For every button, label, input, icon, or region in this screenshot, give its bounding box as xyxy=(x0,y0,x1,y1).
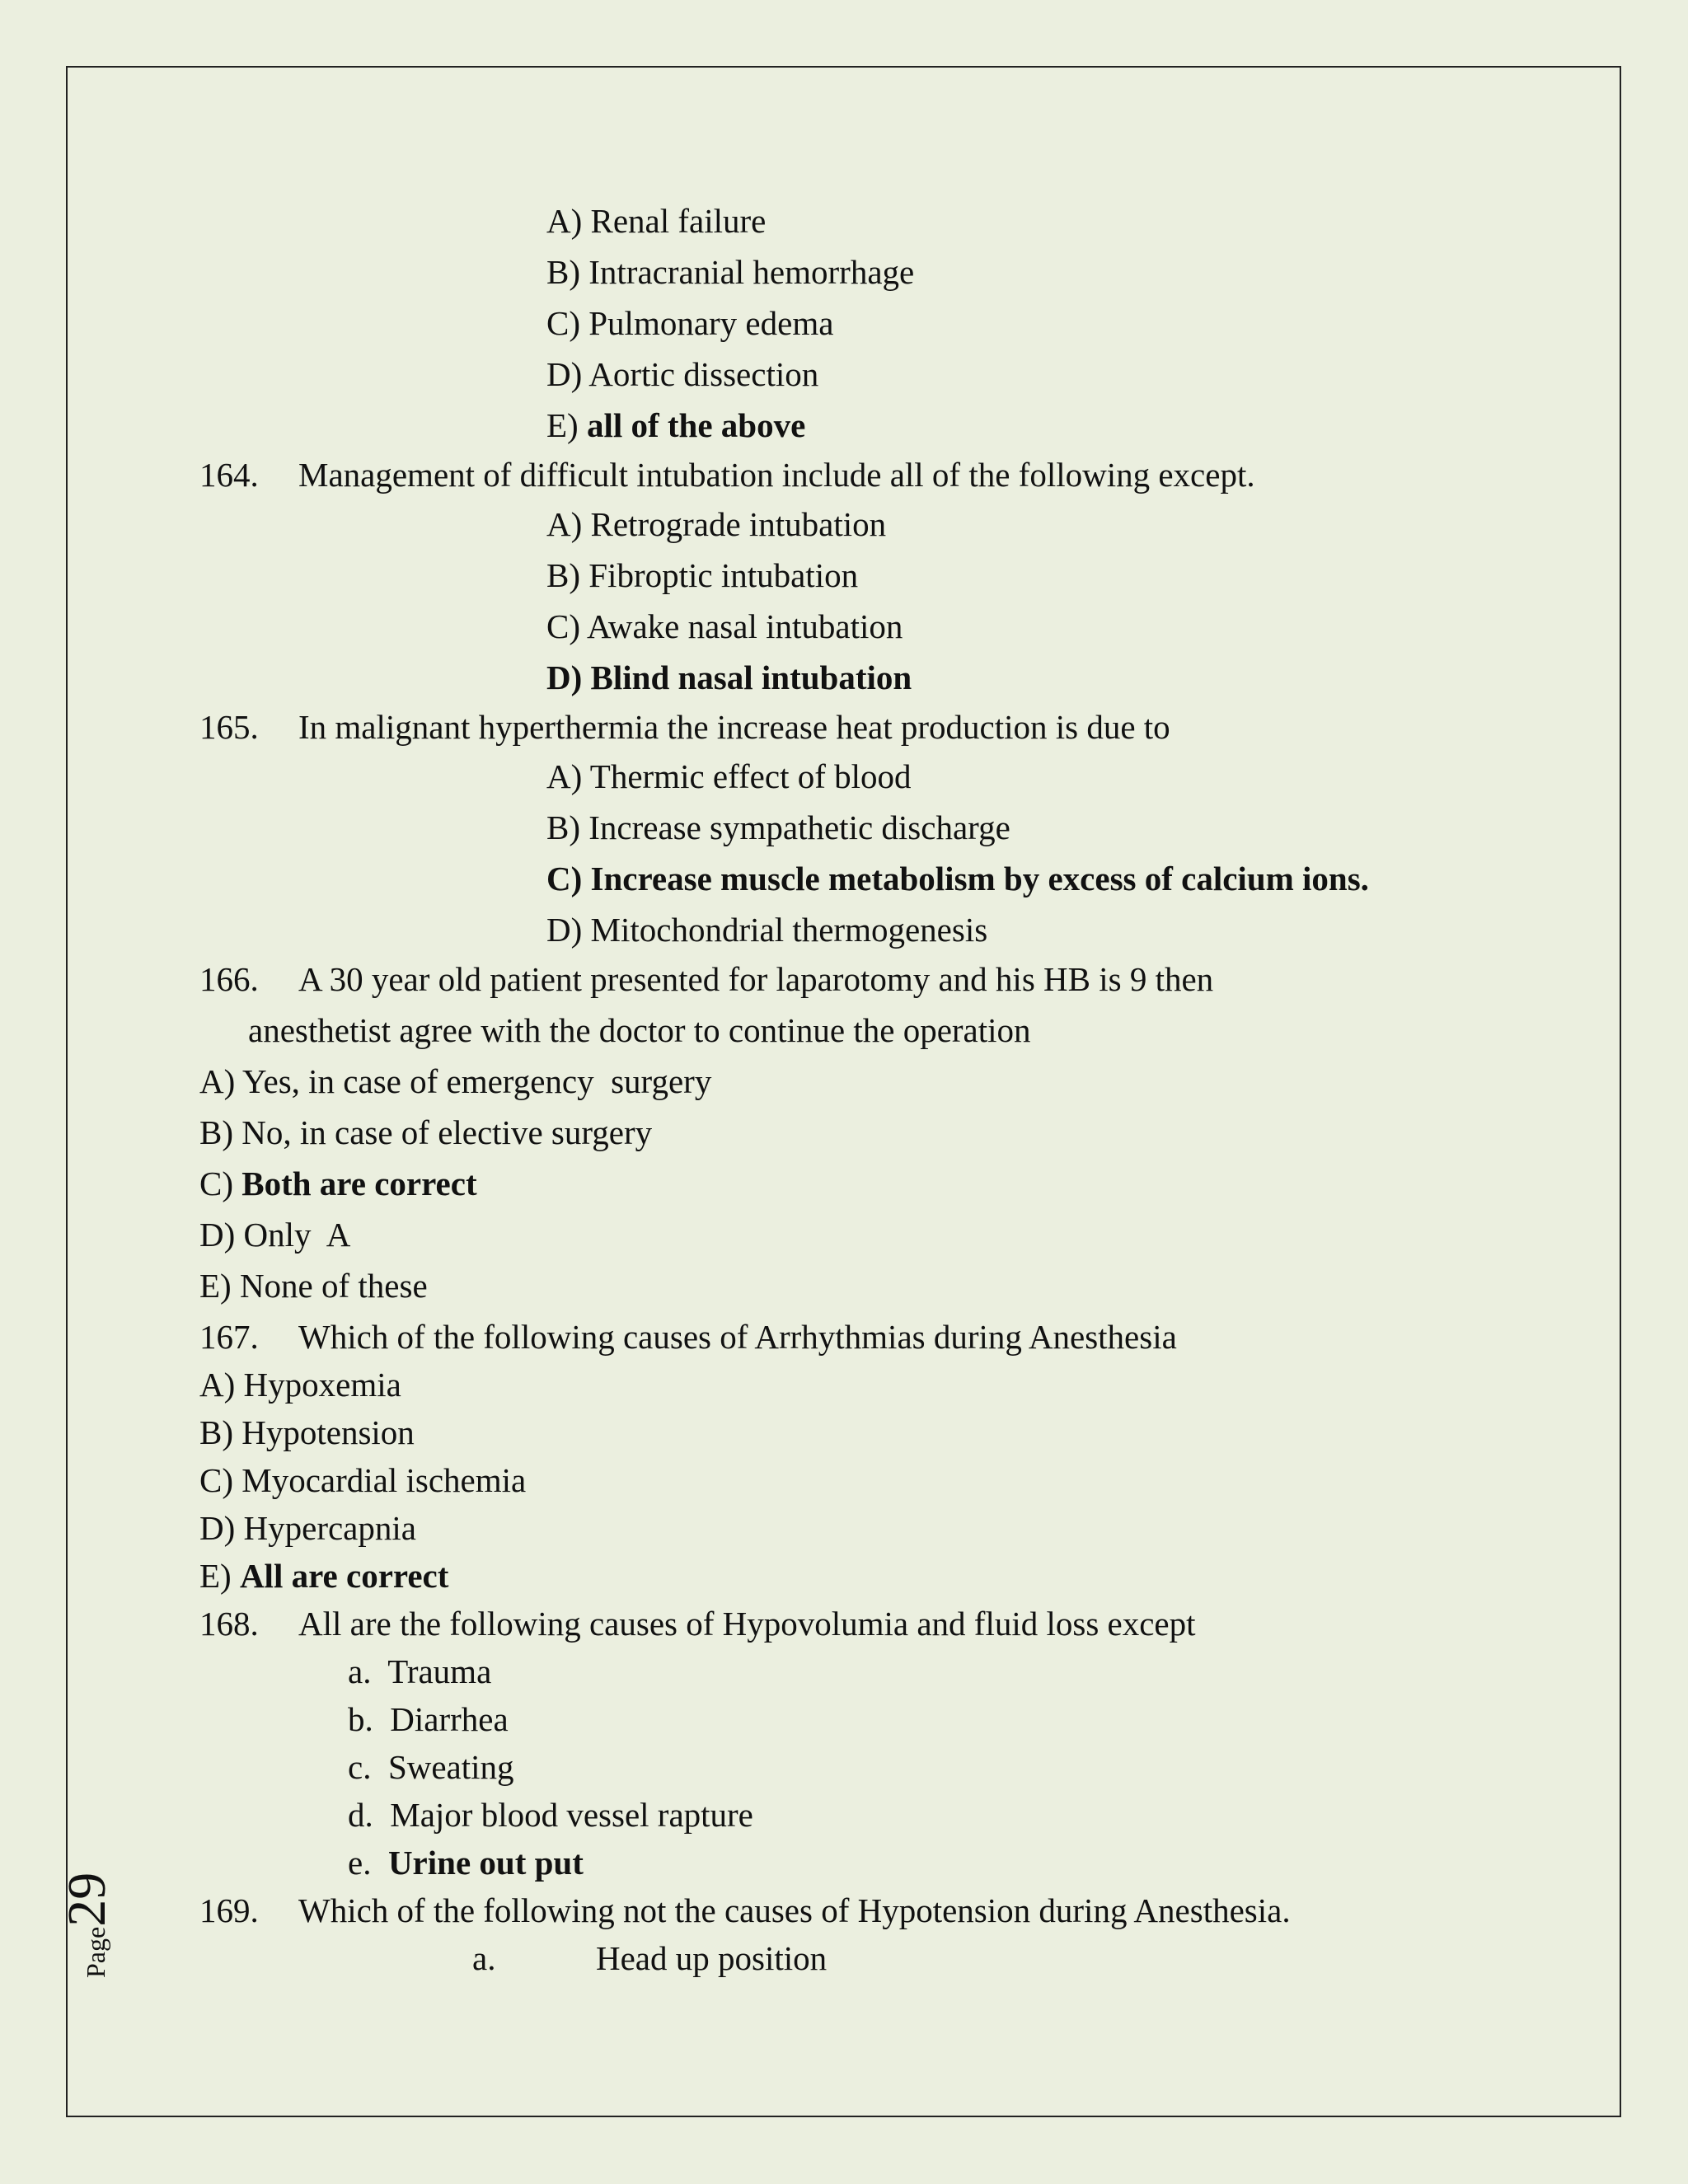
q169-question: Which of the following not the causes of Hypotension during Anesthesia. xyxy=(298,1891,1291,1929)
q163-option-b: B) Intracranial hemorrhage xyxy=(546,253,915,291)
q167-question: Which of the following causes of Arrhythmias during Anesthesia xyxy=(298,1318,1177,1356)
q167-option-d: D) Hypercapnia xyxy=(199,1509,416,1547)
q165-question: In malignant hyperthermia the increase heat production is due to xyxy=(298,708,1170,746)
q164-number: 164. xyxy=(199,456,259,494)
q169-option-a-letter: a. xyxy=(472,1939,496,1977)
q168-option-e: e. Urine out put xyxy=(348,1844,584,1882)
q167-number: 167. xyxy=(199,1318,259,1356)
page-number-value: 29 xyxy=(57,1872,117,1927)
q165-option-d: D) Mitochondrial thermogenesis xyxy=(546,911,988,949)
q164-option-c: C) Awake nasal intubation xyxy=(546,607,903,645)
q166-option-c: C) Both are correct xyxy=(199,1165,477,1202)
q167-option-b: B) Hypotension xyxy=(199,1413,415,1451)
q165-number: 165. xyxy=(199,708,259,746)
q164-option-d: D) Blind nasal intubation xyxy=(546,658,912,696)
q169-option-a-text: Head up position xyxy=(596,1939,828,1977)
q163-option-d: D) Aortic dissection xyxy=(546,355,819,393)
q166-question-line1: A 30 year old patient presented for laparotomy and his HB is 9 then xyxy=(298,960,1214,998)
q166-option-a: A) Yes, in case of emergency surgery xyxy=(199,1062,712,1100)
q167-option-a: A) Hypoxemia xyxy=(199,1366,401,1404)
q166-option-d: D) Only A xyxy=(199,1216,351,1254)
correct-answer: Both are correct xyxy=(241,1165,477,1202)
q168-option-b: b. Diarrhea xyxy=(348,1700,509,1738)
q168-option-c: c. Sweating xyxy=(348,1748,514,1786)
page-number xyxy=(56,1838,117,1978)
q163-option-a: A) Renal failure xyxy=(546,202,767,240)
q166-option-b: B) No, in case of elective surgery xyxy=(199,1113,653,1151)
q167-option-e: E) All are correct xyxy=(199,1557,449,1595)
q168-number: 168. xyxy=(199,1605,259,1643)
correct-answer: all of the above xyxy=(586,406,806,444)
q166-question-line2: anesthetist agree with the doctor to continue the operation xyxy=(248,1011,1031,1049)
q165-option-c: C) Increase muscle metabolism by excess of calcium ions. xyxy=(546,860,1369,898)
q164-option-b: B) Fibroptic intubation xyxy=(546,556,859,594)
q167-option-c: C) Myocardial ischemia xyxy=(199,1461,527,1499)
q163-option-c: C) Pulmonary edema xyxy=(546,304,834,342)
q163-option-e: E) all of the above xyxy=(546,406,806,444)
correct-answer: All are correct xyxy=(239,1557,449,1595)
q168-question: All are the following causes of Hypovolumia and fluid loss except xyxy=(298,1605,1196,1643)
correct-answer: Urine out put xyxy=(387,1844,584,1882)
q168-option-a: a. Trauma xyxy=(348,1652,492,1690)
q166-option-e: E) None of these xyxy=(199,1267,428,1305)
q164-question: Management of difficult intubation include all of the following except. xyxy=(298,456,1255,494)
page-word: Page xyxy=(81,1926,110,1978)
q165-option-a: A) Thermic effect of blood xyxy=(546,757,912,795)
q168-option-d: d. Major blood vessel rapture xyxy=(348,1796,753,1834)
q165-option-b: B) Increase sympathetic discharge xyxy=(546,808,1010,846)
q169-number: 169. xyxy=(199,1891,259,1929)
q166-number: 166. xyxy=(199,960,259,998)
q164-option-a: A) Retrograde intubation xyxy=(546,505,887,543)
